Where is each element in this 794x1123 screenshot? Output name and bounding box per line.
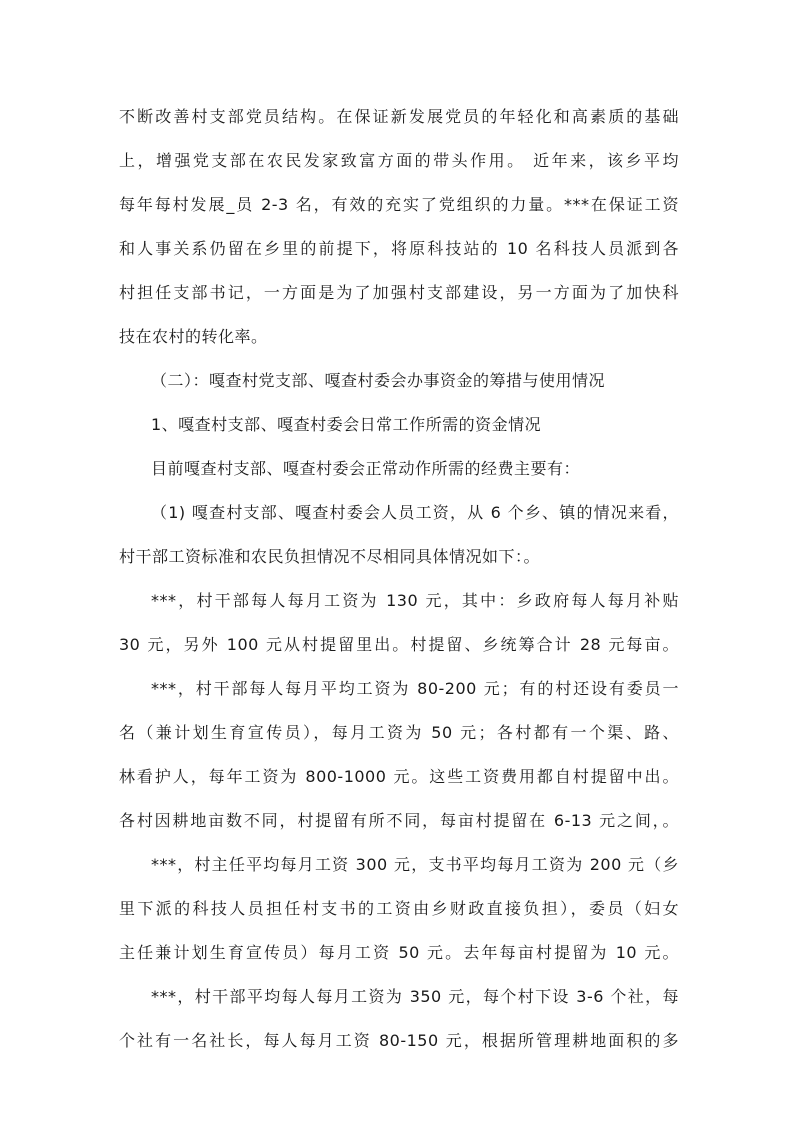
text-line: 和人事关系仍留在乡里的前提下，将原科技站的 10 名科技人员派到各 xyxy=(119,239,679,258)
text-line: 30 元，另外 100 元从村提留里出。村提留、乡统筹合计 28 元每亩。 xyxy=(119,635,679,654)
text-line: 不断改善村支部党员结构。在保证新发展党员的年轻化和高素质的基础 xyxy=(119,107,679,126)
text-line: 村干部工资标准和农民负担情况不尽相同具体情况如下：。 xyxy=(119,547,541,566)
subsection-heading: 1、嘎查村支部、嘎查村委会日常工作所需的资金情况 xyxy=(151,415,542,434)
text-line: （1) 嘎查村支部、嘎查村委会人员工资，从 6 个乡、镇的情况来看， xyxy=(151,503,679,522)
text-line: ***，村干部每人每月平均工资为 80-200 元；有的村还设有委员一 xyxy=(151,679,679,698)
text-line: 村担任支部书记，一方面是为了加强村支部建设，另一方面为了加快科 xyxy=(119,283,679,302)
text-line: 名（兼计划生育宣传员），每月工资为 50 元；各村都有一个渠、路、 xyxy=(119,723,679,742)
text-line: 上，增强党支部在农民发家致富方面的带头作用。 近年来，该乡平均 xyxy=(119,151,679,170)
text-line: ***，村干部平均每人每月工资为 350 元，每个村下设 3-6 个社，每 xyxy=(151,987,679,1006)
text-line: 技在农村的转化率。 xyxy=(119,327,268,346)
text-line: 目前嘎查村支部、嘎查村委会正常动作所需的经费主要有： xyxy=(151,459,581,478)
text-line: 个社有一名社长，每人每月工资 80-150 元，根据所管理耕地面积的多 xyxy=(119,1031,679,1050)
text-line: 每年每村发展_员 2-3 名，有效的充实了党组织的力量。***在保证工资 xyxy=(119,195,679,214)
text-line: ***，村主任平均每月工资 300 元，支书平均每月工资为 200 元（乡 xyxy=(151,855,679,874)
text-line: 主任兼计划生育宣传员）每月工资 50 元。去年每亩村提留为 10 元。 xyxy=(119,943,679,962)
text-line: ***，村干部每人每月工资为 130 元，其中：乡政府每人每月补贴 xyxy=(151,591,679,610)
text-line: 各村因耕地亩数不同，村提留有所不同，每亩村提留在 6-13 元之间，。 xyxy=(119,811,679,830)
section-heading: （二）：嘎查村党支部、嘎查村委会办事资金的筹措与使用情况 xyxy=(151,371,606,390)
text-line: 里下派的科技人员担任村支书的工资由乡财政直接负担），委员（妇女 xyxy=(119,899,679,918)
text-line: 林看护人，每年工资为 800-1000 元。这些工资费用都自村提留中出。 xyxy=(119,767,679,786)
